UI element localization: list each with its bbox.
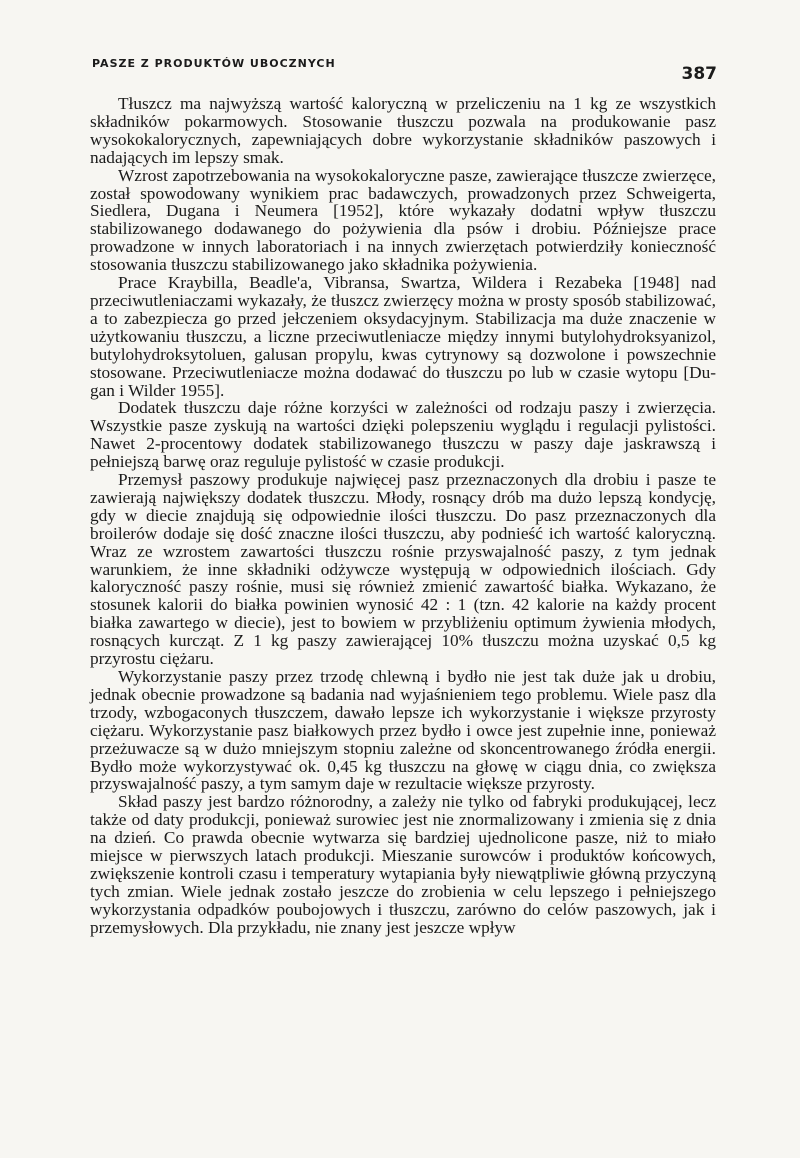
page-number: 387 <box>681 64 717 84</box>
paragraph: Wykorzystanie paszy przez trzodę chlewną i bydło nie jest tak duże jak u drobiu, jednak obecnie prowadzone są badania nad wyjaśnieniem tego problemu. Wiele pasz dla trzody, wzbogaconych tłuszczem, dawało lepsze ich wykorzystanie i większe przyrosty ciężaru. Wykorzystanie pasz białkowych przez bydło i owce jest zupełnie inne, ponieważ przeżuwacze są w dużo mniejszym stopniu zależne od skoncentrowanego źródła energii. Bydło może wykorzystywać ok. 0,45 kg tłuszczu na głowę w ciągu dnia, co zwiększa przyswajalność paszy, a tym samym daje w rezultacie większe przyrosty. <box>90 667 716 794</box>
body-text <box>90 95 716 937</box>
paragraph: Skład paszy jest bardzo różnorodny, a zależy nie tylko od fabryki produkującej, lecz także od daty produkcji, ponieważ surowiec jest nie znormalizowany i zmienia się z dnia na dzień. Co prawda obecnie wytwarza się bardziej ujednolicone pasze, niż to miało miejsce w pierwszych latach produkcji. Mieszanie surowców i produktów końcowych, zwiększenie kontroli czasu i temperatury wytapiania były niewątpliwie główną przyczyną tych zmian. Wiele jednak zostało jeszcze do zrobienia w celu lepszego i pełniejszego wykorzystania odpadków poubojowych i tłuszczu, zarówno do celów paszowych, jak i przemysłowych. Dla przykładu, nie znany jest jeszcze wpływ <box>90 792 716 937</box>
paragraph: Wzrost zapotrzebowania na wysokokaloryczne pasze, zawierające tłuszcze zwierzęce, został spowodowany wynikiem prac badawczych, prowadzonych przez Schweigerta, Siedlera, Dugana i Neumera [1952], które wykazały dodatni wpływ tłuszczu stabilizowanego dodawanego do pożywienia dla psów i drobiu. Późniejsze prace prowadzone w innych laboratoriach i na innych zwierzętach potwierdziły konieczność stosowania tłuszczu stabilizowanego jako składnika pożywienia. <box>90 165 716 275</box>
paragraph: Tłuszcz ma najwyższą wartość kaloryczną w przeliczeniu na 1 kg ze wszystkich składników pokarmowych. Stosowanie tłuszczu pozwala na produkowanie pasz wysokokalorycznych, zapewniających dobre wykorzystanie składników paszowych i nadających im lepszy smak. <box>90 94 716 167</box>
running-title: PASZE Z PRODUKTÓW UBOCZNYCH <box>92 57 336 70</box>
page-header <box>92 52 717 84</box>
paragraph: Prace Kraybilla, Beadle'a, Vibransa, Swartza, Wildera i Rezabeka [1948] nad przeciwutleniaczami wykazały, że tłuszcz zwierzęcy można w prosty sposób stabilizować, a to zabezpiecza go przed jełczeniem oksydacyjnym. Stabilizacja ma duże znaczenie w użytkowaniu tłuszczu, a liczne przeciwutleniacze między innymi butylohydroksyanizol, butylohydroksytoluen, galusan propylu, kwas cytrynowy są dozwolone i powszechnie stosowane. Przeciwutleniacze można dodawać do tłuszczu po lub w czasie wytopu [Dugan i Wilder 1955]. <box>90 273 716 400</box>
paragraph: Przemysł paszowy produkuje najwięcej pasz przeznaczonych dla drobiu i pasze te zawierają największy dodatek tłuszczu. Młody, rosnący drób ma dużo lepszą kondycję, gdy w diecie znajdują się odpowiednie ilości tłuszczu. Do pasz przeznaczonych dla broilerów dodaje się dość znaczne ilości tłuszczu, aby podnieść ich wartość kaloryczną. Wraz ze wzrostem zawartości tłuszczu rośnie przyswajalność paszy, z tym jednak warunkiem, że inne składniki odżywcze występują w odpowiednich ilościach. Gdy kaloryczność paszy rośnie, musi się również zmienić zawartość białka. Wykazano, że stosunek kalorii do białka powinien wynosić 42 : 1 (tzn. 42 kalorie na każdy procent białka zawartego w diecie), jest to bowiem w przybliżeniu optimum żywienia młodych, rosnących kurcząt. Z 1 kg paszy zawierającej 10% tłuszczu można uzyskać 0,5 kg przyrostu ciężaru. <box>90 470 716 669</box>
paragraph: Dodatek tłuszczu daje różne korzyści w zależności od rodzaju paszy i zwierzęcia. Wszystkie pasze zyskują na wartości dzięki polepszeniu wyglądu i regulacji pylistości. Nawet 2-procentowy dodatek stabilizowanego tłuszczu w paszy daje jaskrawszą i pełniejszą barwę oraz reguluje pylistość w czasie produkcji. <box>90 398 716 472</box>
watermark <box>0 1060 5 1157</box>
